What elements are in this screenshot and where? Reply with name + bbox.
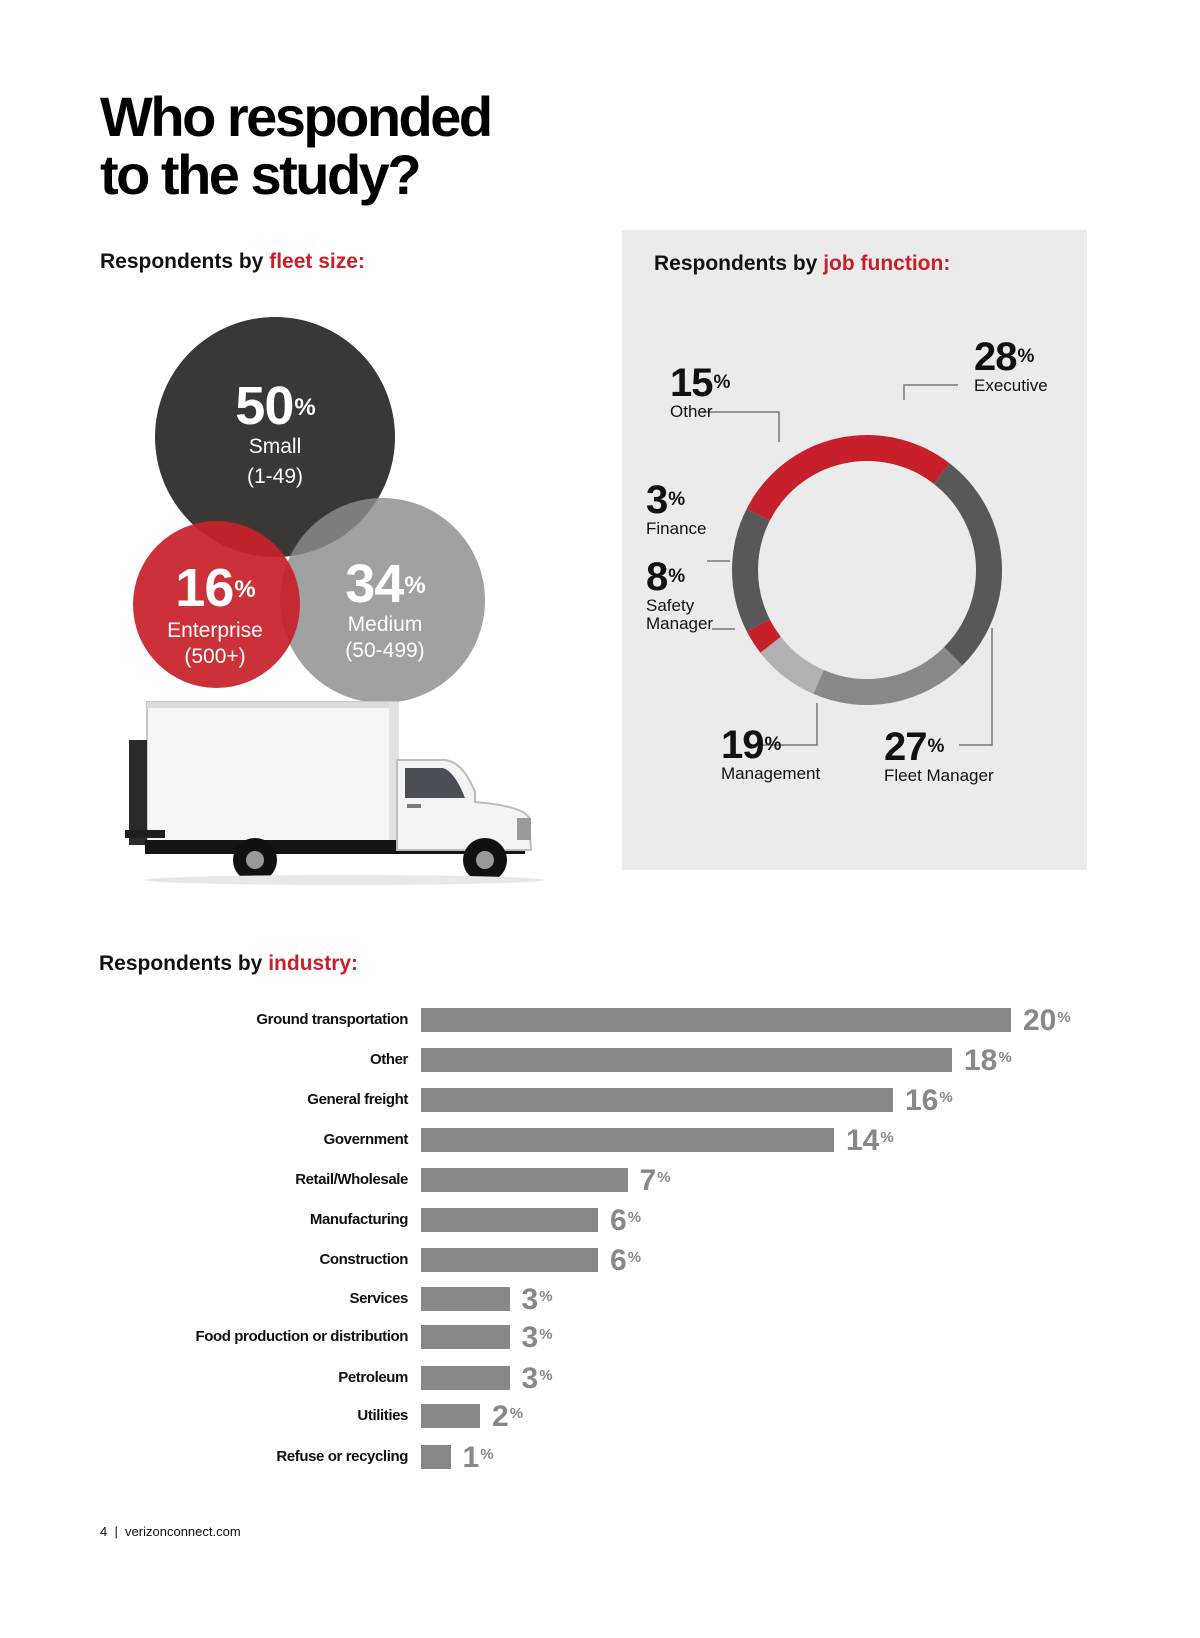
job-name-management: Management — [721, 764, 821, 783]
bubble-small-name: Small — [248, 435, 302, 458]
industry-label-ground-transportation: Ground transportation — [256, 1011, 408, 1028]
job-value-safety-manager: 8% — [646, 555, 685, 599]
industry-bar-food-production-or-distribution — [421, 1325, 510, 1349]
industry-label-services: Services — [349, 1290, 408, 1307]
industry-value-government: 14% — [846, 1124, 894, 1157]
industry-bar-retail-wholesale — [421, 1168, 628, 1192]
industry-label-other: Other — [369, 1051, 408, 1068]
page-footer: 4 | verizonconnect.com — [100, 1524, 241, 1539]
bubble-enterprise-range: (500+) — [184, 645, 246, 668]
page-title-line-1: Who responded — [100, 85, 491, 148]
fleet-size-heading-accent: fleet size: — [269, 250, 365, 273]
industry-label-retail-wholesale: Retail/Wholesale — [295, 1171, 408, 1188]
job-value-management: 19% — [721, 723, 781, 767]
job-function-heading-prefix: Respondents by — [654, 252, 824, 275]
job-name-fleet-manager: Fleet Manager — [884, 766, 994, 785]
industry-value-services: 3% — [521, 1283, 553, 1316]
industry-bar-utilities — [421, 1404, 480, 1428]
industry-label-food-production-or-distribution: Food production or distribution — [195, 1328, 408, 1345]
industry-bar-general-freight — [421, 1088, 893, 1112]
job-name-finance: Finance — [646, 519, 707, 538]
job-name-safety-manager: Safety Manager — [646, 596, 714, 633]
industry-value-construction: 6% — [610, 1244, 642, 1277]
industry-bar-government — [421, 1128, 834, 1152]
job-value-other: 15% — [670, 361, 730, 405]
industry-bar-services — [421, 1287, 510, 1311]
fleet-size-heading-prefix: Respondents by — [100, 250, 270, 273]
industry-bar-ground-transportation — [421, 1008, 1011, 1032]
bubble-enterprise-name: Enterprise — [167, 619, 263, 642]
industry-bar-manufacturing — [421, 1208, 598, 1232]
industry-value-ground-transportation: 20% — [1023, 1004, 1071, 1037]
industry-bar-refuse-or-recycling — [421, 1445, 451, 1469]
industry-label-government: Government — [323, 1131, 408, 1148]
industry-label-petroleum: Petroleum — [338, 1369, 408, 1386]
industry-value-general-freight: 16% — [905, 1084, 953, 1117]
industry-heading-accent: industry: — [268, 952, 359, 975]
industry-label-utilities: Utilities — [357, 1407, 408, 1424]
industry-heading-prefix: Respondents by — [99, 952, 269, 975]
industry-label-manufacturing: Manufacturing — [309, 1211, 408, 1228]
industry-value-other: 18% — [964, 1044, 1012, 1077]
bubble-medium-name: Medium — [347, 613, 423, 636]
industry-bar-other — [421, 1048, 952, 1072]
job-value-executive: 28% — [974, 335, 1034, 379]
job-name-executive: Executive — [974, 376, 1048, 395]
page-title-line-2: to the study? — [100, 143, 420, 206]
industry-value-retail-wholesale: 7% — [639, 1164, 671, 1197]
industry-value-refuse-or-recycling: 1% — [462, 1441, 494, 1474]
job-function-heading-accent: job function: — [823, 252, 951, 275]
industry-label-refuse-or-recycling: Refuse or recycling — [276, 1448, 408, 1465]
industry-label-construction: Construction — [319, 1251, 408, 1268]
industry-value-food-production-or-distribution: 3% — [521, 1321, 553, 1354]
bubble-small-value: 50% — [235, 376, 315, 436]
job-value-fleet-manager: 27% — [884, 725, 944, 769]
industry-value-utilities: 2% — [492, 1400, 524, 1433]
industry-value-manufacturing: 6% — [610, 1204, 642, 1237]
job-name-other: Other — [670, 402, 713, 421]
job-value-finance: 3% — [646, 478, 685, 522]
industry-bar-construction — [421, 1248, 598, 1272]
industry-bar-petroleum — [421, 1366, 510, 1390]
bubble-medium-value: 34% — [345, 554, 425, 614]
industry-value-petroleum: 3% — [521, 1362, 553, 1395]
bubble-medium-range: (50-499) — [345, 639, 425, 662]
bubble-small-range: (1-49) — [246, 465, 304, 488]
industry-label-general-freight: General freight — [307, 1091, 408, 1108]
bubble-enterprise-value: 16% — [175, 558, 255, 618]
